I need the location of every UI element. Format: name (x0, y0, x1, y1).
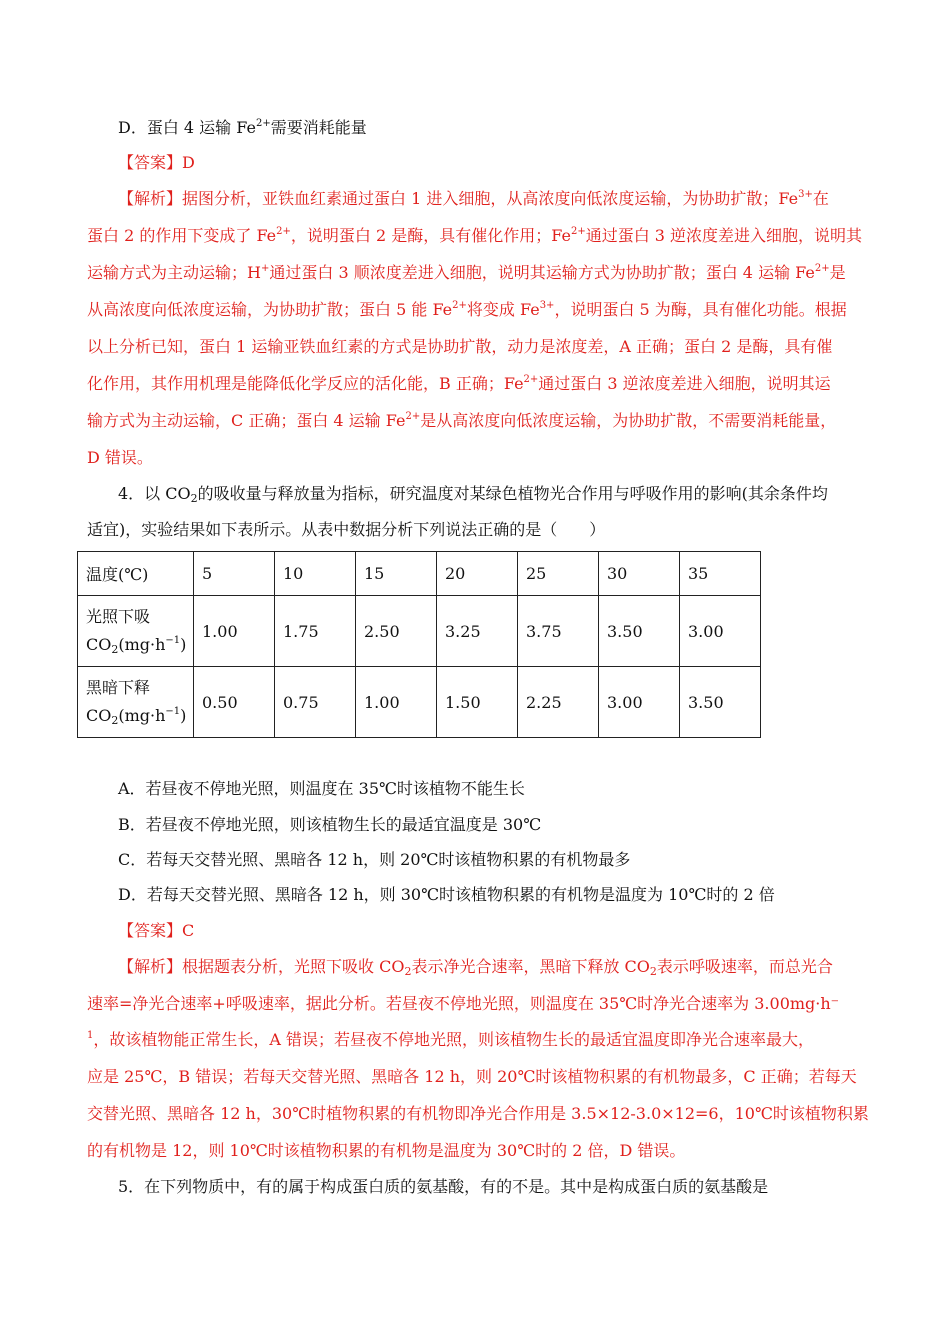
label-line: 光照下吸 (86, 607, 151, 626)
superscript: 2+ (405, 411, 421, 422)
analysis-line (118, 189, 829, 209)
superscript: 2+ (255, 118, 271, 129)
table-cell: 35 (680, 552, 761, 596)
text: 表示净光合速率，黑暗下释放 CO (411, 957, 650, 976)
table-cell: 1.00 (356, 667, 437, 738)
label-line (86, 702, 193, 730)
option-text: D．蛋白 4 运输 Fe (118, 118, 256, 137)
text: CO (86, 706, 112, 725)
text: 适宜)，实验结果如下表所示。从表中数据分析下列说法正确的是（ ） (87, 520, 606, 539)
text: ) (180, 635, 187, 654)
superscript: 2+ (523, 374, 539, 385)
table-row (78, 596, 761, 667)
table-cell: 1.00 (194, 596, 275, 667)
text: (mg·h (118, 635, 166, 654)
text: ，说明蛋白 5 为酶，具有催化功能。根据 (554, 300, 847, 319)
superscript: 3+ (539, 300, 555, 311)
text: 表示呼吸速率，而总光合 (656, 957, 833, 976)
table-cell: 3.00 (680, 596, 761, 667)
text: ) (180, 706, 187, 725)
text: CO (86, 635, 112, 654)
table-cell: 3.25 (437, 596, 518, 667)
analysis-line (87, 1067, 857, 1087)
text: ，故该植物能正常生长，A 错误；若昼夜不停地光照，则该植物生长的最适宜温度即净光合速率最大， (93, 1030, 815, 1049)
text: 是从高浓度向低浓度运输，为协助扩散，不需要消耗能量， (420, 411, 837, 430)
superscript: 2+ (814, 263, 830, 274)
superscript: + (260, 263, 270, 274)
text: 据图分析，亚铁血红素通过蛋白 1 进入细胞，从高浓度向低浓度运输，为协助扩散；Fe (182, 189, 799, 208)
text: 通过蛋白 3 逆浓度差进入细胞，说明其 (585, 226, 863, 245)
analysis-line (87, 337, 832, 357)
table-cell: 15 (356, 552, 437, 596)
text: 从高浓度向低浓度运输，为协助扩散；蛋白 5 能 Fe (87, 300, 453, 319)
table-cell: 3.75 (518, 596, 599, 667)
label-line (86, 631, 193, 659)
option-a: A．若昼夜不停地光照，则温度在 35℃时该植物不能生长 (118, 779, 525, 798)
answer-4 (118, 921, 194, 941)
option-d-prev (118, 118, 367, 138)
text: D 错误。 (87, 448, 153, 467)
question-line (87, 520, 605, 540)
text: 的有机物是 12，则 10℃时该植物积累的有机物是温度为 30℃时的 2 倍，D 错误。 (87, 1141, 686, 1160)
analysis-line (87, 374, 831, 394)
table-cell: 2.50 (356, 596, 437, 667)
analysis-line (87, 994, 839, 1014)
analysis-tag: 【解析】 (118, 957, 183, 976)
table-cell: 25 (518, 552, 599, 596)
table-cell: 3.50 (680, 667, 761, 738)
answer-tag: 【答案】 (118, 153, 183, 172)
text: 以上分析已知，蛋白 1 运输亚铁血红素的方式是协助扩散，动力是浓度差，A 正确；蛋白 2 是酶，具有催 (87, 337, 833, 356)
subscript: 2 (649, 965, 657, 978)
text: 蛋白 2 的作用下变成了 Fe (87, 226, 277, 245)
table-header-cell: 温度(℃) (78, 552, 194, 596)
table-cell: 20 (437, 552, 518, 596)
table-cell: 5 (194, 552, 275, 596)
table-cell: 2.25 (518, 667, 599, 738)
subscript: 2 (111, 643, 119, 656)
table-row-label (78, 667, 194, 738)
question-5: 5．在下列物质中，有的属于构成蛋白质的氨基酸，有的不是。其中是构成蛋白质的氨基酸是 (118, 1177, 769, 1196)
superscript: 3+ (798, 189, 813, 200)
question-line (118, 484, 828, 504)
label-line: 黑暗下释 (86, 678, 151, 697)
answer-value: C (182, 921, 195, 940)
analysis-line (87, 1141, 685, 1161)
answer-value: D (182, 153, 195, 172)
table-cell: 1.50 (437, 667, 518, 738)
analysis-line (87, 411, 836, 431)
subscript: 2 (111, 714, 119, 727)
analysis-tag: 【解析】 (118, 189, 183, 208)
analysis-line (87, 1030, 814, 1050)
text: 速率=净光合速率+呼吸速率，据此分析。若昼夜不停地光照，则温度在 35℃时净光合速率为 3.00mg·h⁻ (87, 994, 840, 1013)
superscript: 1 (87, 1030, 94, 1041)
table-cell: 1.75 (275, 596, 356, 667)
table-cell: 3.50 (599, 596, 680, 667)
text: 运输方式为主动运输；H (87, 263, 261, 282)
answer-3 (118, 153, 195, 173)
text: 交替光照、黑暗各 12 h，30℃时植物积累的有机物即净光合作用是 3.5×12-3.0×12=6，10℃时该植物积累 (87, 1104, 869, 1123)
table-cell: 0.50 (194, 667, 275, 738)
answer-tag: 【答案】 (118, 921, 183, 940)
analysis-line (87, 448, 153, 468)
text: ，说明蛋白 2 是酶，具有催化作用；Fe (290, 226, 571, 245)
superscript: −1 (165, 635, 181, 646)
text: 通过蛋白 3 顺浓度差进入细胞，说明其运输方式为协助扩散；蛋白 4 运输 Fe (269, 263, 815, 282)
text: 输方式为主动运输，C 正确；蛋白 4 运输 Fe (87, 411, 406, 430)
table-cell: 10 (275, 552, 356, 596)
table-cell: 0.75 (275, 667, 356, 738)
text: 在 (812, 189, 829, 208)
text: 根据题表分析，光照下吸收 CO (182, 957, 405, 976)
superscript: 2+ (570, 226, 586, 237)
superscript: 2+ (276, 226, 291, 237)
analysis-line (87, 1104, 869, 1124)
option-text: 需要消耗能量 (270, 118, 367, 137)
analysis-line (87, 300, 847, 320)
table-row (78, 667, 761, 738)
option-b: B．若昼夜不停地光照，则该植物生长的最适宜温度是 30℃ (118, 815, 542, 834)
text: 的吸收量与释放量为指标，研究温度对某绿色植物光合作用与呼吸作用的影响(其余条件均 (197, 484, 828, 503)
data-table (77, 551, 761, 738)
subscript: 2 (190, 492, 198, 505)
table-cell: 30 (599, 552, 680, 596)
analysis-line (87, 263, 846, 283)
text: 应是 25℃，B 错误；若每天交替光照、黑暗各 12 h，则 20℃时该植物积累的有机物最多，C 正确；若每天 (87, 1067, 857, 1086)
table-row-label (78, 596, 194, 667)
text: 4．以 CO (118, 484, 191, 503)
text: 将变成 Fe (466, 300, 540, 319)
text: (mg·h (118, 706, 166, 725)
analysis-line (87, 226, 862, 246)
superscript: 2+ (452, 300, 467, 311)
analysis-line (118, 957, 833, 977)
table-cell: 3.00 (599, 667, 680, 738)
text: 是 (829, 263, 846, 282)
text: 通过蛋白 3 逆浓度差进入细胞，说明其运 (538, 374, 831, 393)
option-d: D．若每天交替光照、黑暗各 12 h，则 30℃时该植物积累的有机物是温度为 10℃时的 2 倍 (118, 885, 775, 904)
subscript: 2 (404, 965, 412, 978)
text: 化作用，其作用机理是能降低化学反应的活化能，B 正确；Fe (87, 374, 524, 393)
table-header-row (78, 552, 761, 596)
superscript: −1 (165, 706, 181, 717)
option-c: C．若每天交替光照、黑暗各 12 h，则 20℃时该植物积累的有机物最多 (118, 850, 631, 869)
